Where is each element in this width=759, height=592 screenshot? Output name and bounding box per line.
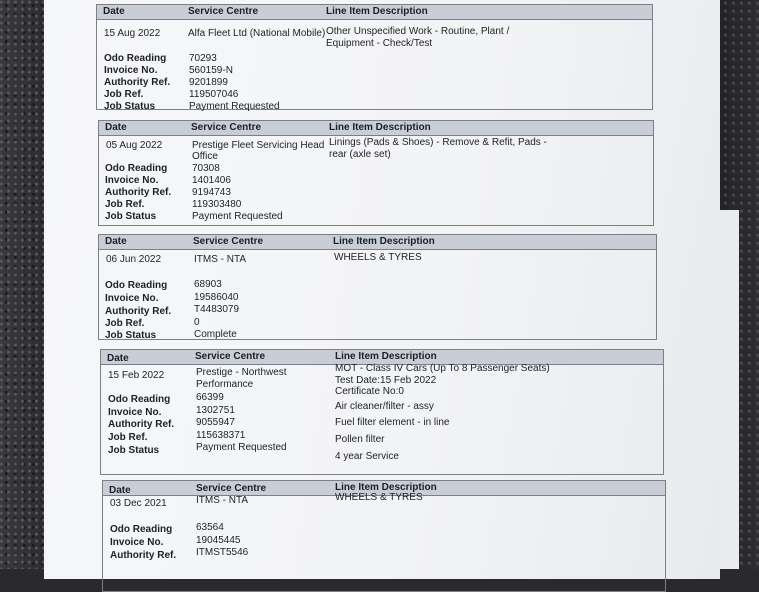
line-item-header: Line Item Description bbox=[335, 351, 437, 362]
service-centre: Prestige Fleet Servicing Head bbox=[192, 140, 325, 151]
invoice-label: Invoice No. bbox=[104, 65, 158, 76]
service-record bbox=[98, 234, 657, 340]
invoice-label: Invoice No. bbox=[110, 537, 164, 548]
service-centre: Prestige - Northwest bbox=[196, 367, 287, 378]
odo-value: 68903 bbox=[194, 279, 222, 290]
service-record bbox=[102, 480, 666, 592]
record-date: 03 Dec 2021 bbox=[110, 498, 167, 509]
invoice-label: Invoice No. bbox=[105, 293, 159, 304]
job-status-label: Job Status bbox=[108, 445, 160, 456]
record-date: 15 Feb 2022 bbox=[108, 370, 165, 381]
job-status-value: Payment Requested bbox=[192, 211, 283, 222]
service-centre: Alfa Fleet Ltd (National Mobile) bbox=[188, 28, 326, 39]
line-item: Pollen filter bbox=[335, 434, 385, 445]
line-item: Fuel filter element - in line bbox=[335, 417, 450, 428]
invoice-label: Invoice No. bbox=[108, 407, 162, 418]
odo-label: Odo Reading bbox=[104, 53, 167, 64]
service-record bbox=[100, 349, 664, 475]
job-status-label: Job Status bbox=[105, 330, 157, 341]
authority-label: Authority Ref. bbox=[105, 306, 172, 317]
line-item-header: Line Item Description bbox=[329, 122, 431, 133]
date-header: Date bbox=[105, 236, 127, 247]
job-ref-value: 119507046 bbox=[189, 89, 239, 100]
authority-value: ITMST5546 bbox=[196, 547, 249, 558]
odo-value: 63564 bbox=[196, 522, 224, 533]
authority-label: Authority Ref. bbox=[110, 550, 177, 561]
authority-label: Authority Ref. bbox=[105, 187, 172, 198]
line-item-header: Line Item Description bbox=[335, 482, 437, 493]
line-item: Equipment - Check/Test bbox=[326, 38, 433, 49]
odo-label: Odo Reading bbox=[110, 524, 173, 535]
invoice-label: Invoice No. bbox=[105, 175, 159, 186]
job-status-value: Payment Requested bbox=[189, 101, 280, 112]
invoice-value: 1401406 bbox=[192, 175, 231, 186]
odo-value: 70293 bbox=[189, 53, 217, 64]
line-item: Test Date:15 Feb 2022 bbox=[335, 375, 437, 386]
job-status-label: Job Status bbox=[105, 211, 157, 222]
job-ref-label: Job Ref. bbox=[105, 318, 145, 329]
service-centre-header: Service Centre bbox=[196, 483, 267, 494]
authority-value: 9055947 bbox=[196, 417, 235, 428]
line-item: WHEELS & TYRES bbox=[335, 492, 423, 503]
service-record bbox=[96, 4, 653, 110]
record-header bbox=[99, 121, 653, 136]
line-item: MOT - Class IV Cars (Up To 8 Passenger Seats) bbox=[335, 363, 550, 374]
service-centre-header: Service Centre bbox=[195, 351, 266, 362]
job-ref-value: 119303480 bbox=[192, 199, 242, 210]
authority-label: Authority Ref. bbox=[104, 77, 171, 88]
record-header bbox=[97, 5, 652, 20]
date-header: Date bbox=[103, 6, 125, 17]
job-ref-label: Job Ref. bbox=[108, 432, 148, 443]
authority-value: 9201899 bbox=[189, 77, 228, 88]
service-centre: ITMS - NTA bbox=[194, 254, 247, 265]
line-item: 4 year Service bbox=[335, 451, 399, 462]
line-item: Air cleaner/filter - assy bbox=[335, 401, 434, 412]
service-history-document bbox=[44, 0, 720, 579]
service-centre-header: Service Centre bbox=[193, 236, 264, 247]
service-centre-header: Service Centre bbox=[188, 6, 259, 17]
date-header: Date bbox=[107, 353, 129, 364]
authority-label: Authority Ref. bbox=[108, 419, 175, 430]
fabric-background-left bbox=[0, 0, 48, 569]
invoice-value: 19586040 bbox=[194, 292, 239, 303]
job-status-value: Complete bbox=[194, 329, 237, 340]
job-ref-value: 0 bbox=[194, 317, 200, 328]
line-item-header: Line Item Description bbox=[333, 236, 435, 247]
date-header: Date bbox=[109, 485, 131, 496]
line-item: Linings (Pads & Shoes) - Remove & Refit, Pads - bbox=[329, 137, 547, 148]
service-centre: Office bbox=[192, 151, 218, 162]
line-item-header: Line Item Description bbox=[326, 6, 428, 17]
service-centre-header: Service Centre bbox=[191, 122, 262, 133]
line-item: rear (axle set) bbox=[329, 149, 391, 160]
odo-value: 70308 bbox=[192, 163, 220, 174]
authority-value: 9194743 bbox=[192, 187, 231, 198]
odo-label: Odo Reading bbox=[105, 163, 168, 174]
line-item: Certificate No:0 bbox=[335, 386, 404, 397]
odo-value: 66399 bbox=[196, 392, 224, 403]
service-centre: Performance bbox=[196, 379, 254, 390]
record-date: 05 Aug 2022 bbox=[106, 140, 163, 151]
service-record bbox=[98, 120, 654, 226]
invoice-value: 560159-N bbox=[189, 65, 233, 76]
record-date: 15 Aug 2022 bbox=[104, 28, 161, 39]
job-ref-value: 115638371 bbox=[196, 430, 246, 441]
authority-value: T4483079 bbox=[194, 304, 240, 315]
service-centre: ITMS - NTA bbox=[196, 495, 249, 506]
line-item: WHEELS & TYRES bbox=[334, 252, 422, 263]
record-date: 06 Jun 2022 bbox=[106, 254, 162, 265]
job-ref-label: Job Ref. bbox=[105, 199, 145, 210]
odo-label: Odo Reading bbox=[105, 280, 168, 291]
date-header: Date bbox=[105, 122, 127, 133]
line-item: Other Unspecified Work - Routine, Plant / bbox=[326, 26, 510, 37]
invoice-value: 19045445 bbox=[196, 535, 241, 546]
job-ref-label: Job Ref. bbox=[104, 89, 144, 100]
odo-label: Odo Reading bbox=[108, 394, 171, 405]
invoice-value: 1302751 bbox=[196, 405, 235, 416]
job-status-value: Payment Requested bbox=[196, 442, 287, 453]
record-header bbox=[99, 235, 656, 250]
job-status-label: Job Status bbox=[104, 101, 156, 112]
